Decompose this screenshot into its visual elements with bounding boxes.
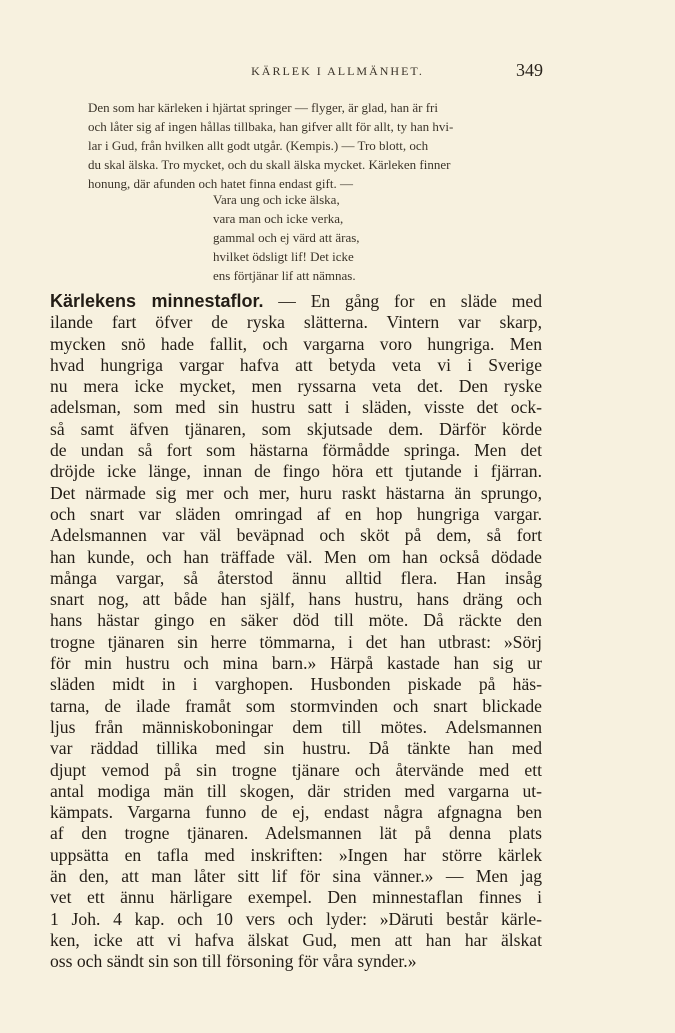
article-line: så samt äfven tjänaren, som skjutsade dem. Därför körde [50, 418, 542, 439]
article-line: ilande fart öfver de ryska slätterna. Vintern var skarp, [50, 312, 542, 333]
running-title: KÄRLEK I ALLMÄNHET. [251, 64, 424, 78]
article-line: hans hästar gingo en säker död till möte. Då räckte den [50, 610, 542, 631]
running-head [0, 60, 675, 86]
article-line: ljus från människoboningar dem till mötes. Adelsmannen [50, 716, 542, 737]
article-line: Det närmade sig mer och mer, huru raskt hästarna än sprungo, [50, 482, 542, 503]
article-first-line [50, 291, 542, 312]
article-line: trogne tjänaren sin herre tömmarna, i det han utbrast: »Sörj [50, 631, 542, 652]
article-line: och snart var släden omringad af en hop hungriga vargar. [50, 503, 542, 524]
article-line: uppsätta en tafla med inskriften: »Ingen har större kärlek [50, 844, 542, 865]
quote-line: lar i Gud, från hvilken allt godt utgår. (Kempis.) — Tro blott, och [88, 138, 429, 153]
article-line: mycken snö hade fallit, och vargarna voro hungriga. Men [50, 333, 542, 354]
article-line: djupt vemod på sin trogne tjänare och återvände med ett [50, 759, 542, 780]
article-line: ken, icke att vi hafva älskat Gud, men att han har älskat [50, 929, 542, 950]
article-line: snart nog, att både han själf, hans hustru, hans dräng och [50, 589, 542, 610]
article-heading: Kärlekens minnestaflor. [50, 291, 264, 311]
verse [213, 190, 360, 285]
article-line: 1 Joh. 4 kap. och 10 vers och lyder: »Däruti består kärle- [50, 908, 542, 929]
quote-paragraph [88, 98, 548, 193]
article-line: dröjde icke länge, innan de fingo höra ett tjutande i fjärran. [50, 461, 542, 482]
article-line: Adelsmannen var väl beväpnad och sköt på dem, så fort [50, 525, 542, 546]
article-line: vet ett ännu härligare exempel. Den minnestaflan finnes i [50, 887, 542, 908]
quote-line: Den som har kärleken i hjärtat springer — flyger, är glad, han är fri [88, 100, 438, 115]
article-line: han kunde, och han träffade väl. Men om han också dödade [50, 546, 542, 567]
article-line: släden midt in i varghopen. Husbonden piskade på häs- [50, 674, 542, 695]
article-first-line-text: — En gång for en släde med [278, 291, 542, 311]
article-line: var räddad tillika med sin hustru. Då tänkte han med [50, 738, 542, 759]
verse-line: hvilket ödsligt lif! Det icke [213, 249, 354, 264]
article-line: adelsman, som med sin hustru satt i släden, visste det ock- [50, 397, 542, 418]
verse-line: vara man och icke verka, [213, 211, 344, 226]
verse-line: gammal och ej värd att äras, [213, 230, 360, 245]
page-number: 349 [516, 60, 543, 80]
article-line: kämpats. Vargarna funno de ej, endast några afgnagna ben [50, 802, 542, 823]
quote-line: du skal älska. Tro mycket, och du skall älska mycket. Kärleken finner [88, 157, 451, 172]
quote-line: och låter sig af ingen hållas tillbaka, han gifver allt för allt, ty han hvi- [88, 119, 454, 134]
article-line: hvad hungriga vargar hafva att betyda veta vi i Sverige [50, 354, 542, 375]
article-line: tarna, de ilade framåt som stormvinden och snart blickade [50, 695, 542, 716]
article-line: än den, att man låter sitt lif för sina vänner.» — Men jag [50, 866, 542, 887]
verse-line: Vara ung och icke älska, [213, 192, 340, 207]
article-line: de undan så fort som hästarna förmådde springa. Men det [50, 440, 542, 461]
verse-line: ens förtjänar lif att nämnas. [213, 268, 356, 283]
article-body [50, 291, 542, 973]
article-line: antal modiga män till skogen, där striden med vargarna ut- [50, 780, 542, 801]
article-line: för min hustru och mina barn.» Härpå kastade han sig ur [50, 653, 542, 674]
article-line: många vargar, så återstod ännu alltid flera. Han insåg [50, 567, 542, 588]
quote-line: honung, där afunden och hatet finna endast gift. — [88, 176, 353, 191]
article-line: nu mera icke mycket, men ryssarna veta det. Den ryske [50, 376, 542, 397]
article-line: af den trogne tjänaren. Adelsmannen lät på denna plats [50, 823, 542, 844]
article-line: oss och sändt sin son till försoning för våra synder.» [50, 951, 417, 972]
